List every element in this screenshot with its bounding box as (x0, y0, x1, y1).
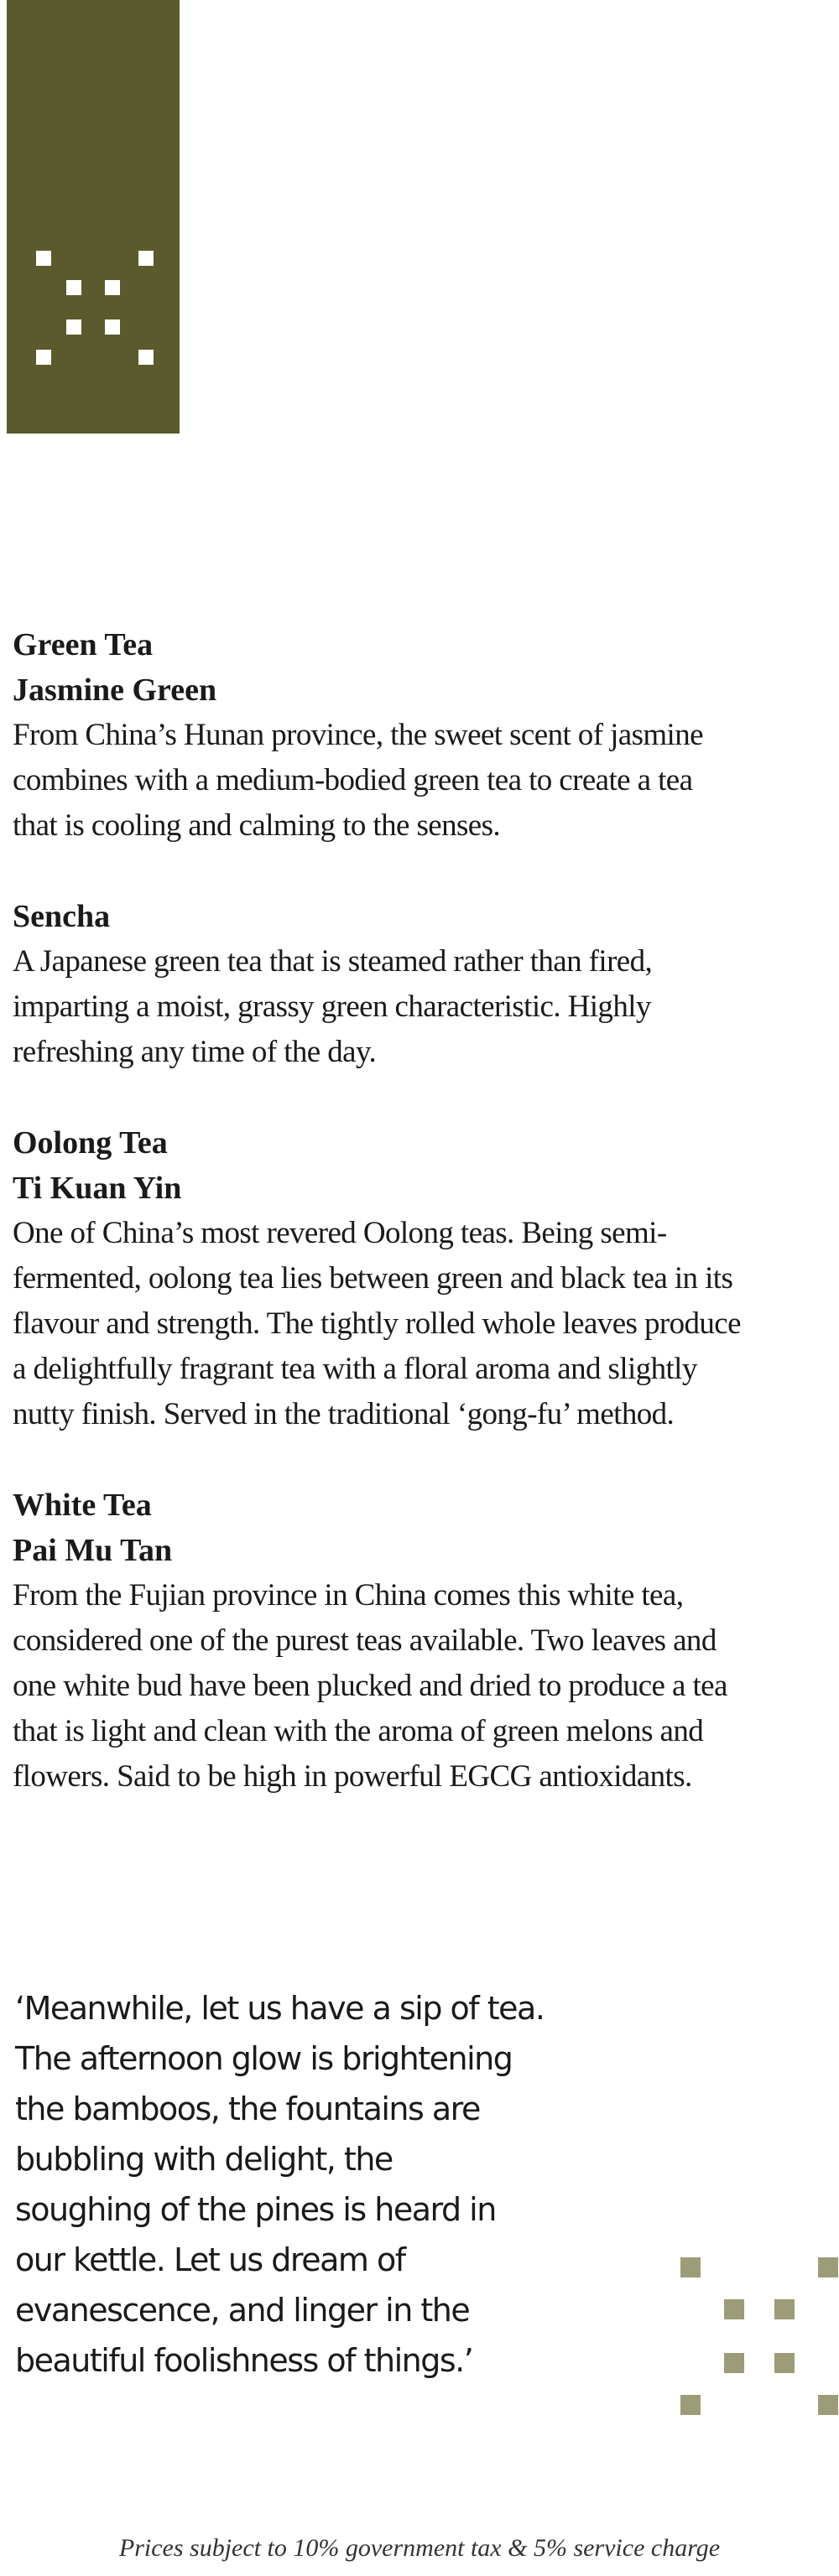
motif-square (724, 2299, 744, 2319)
tea-quote (15, 1983, 545, 2386)
category-title: Oolong Tea (13, 1125, 168, 1161)
price-note: Prices subject to 10% government tax & 5% service charge (118, 2534, 721, 2562)
quote-line: our kettle. Let us dream of (15, 2241, 405, 2278)
quote-line: soughing of the pines is heard in (15, 2191, 496, 2228)
motif-square (66, 280, 81, 295)
motif-square (680, 2395, 701, 2415)
tea-description-line: that is cooling and calming to the senses. (13, 808, 501, 843)
motif-square (138, 251, 154, 266)
section-white-tea (13, 1483, 818, 1800)
tea-description-line: refreshing any time of the day. (13, 1035, 377, 1069)
quote-line: beautiful foolishness of things.’ (15, 2342, 473, 2379)
tea-description-line: considered one of the purest teas available. Two leaves and (13, 1623, 717, 1658)
motif-square (724, 2353, 744, 2373)
motif-square (818, 2395, 838, 2415)
motif-square (36, 350, 51, 365)
tea-description-line: a delightfully fragrant tea with a floral aroma and slightly (13, 1352, 697, 1386)
tea-description-line: imparting a moist, grassy green characteristic. Highly (13, 989, 651, 1024)
quote-line: the bamboos, the fountains are (15, 2090, 480, 2127)
motif-square (105, 280, 120, 295)
motif-square (774, 2353, 795, 2373)
motif-square (36, 251, 51, 266)
quote-line: bubbling with delight, the (15, 2141, 393, 2178)
category-title: Green Tea (13, 627, 154, 662)
tea-description-line: From the Fujian province in China comes this white tea, (13, 1578, 684, 1613)
motif-square (105, 319, 120, 335)
tea-description-line: flavour and strength. The tightly rolled whole leaves produce (13, 1306, 741, 1341)
quote-line: The afternoon glow is brightening (15, 2040, 513, 2077)
tea-description-line: one white bud have been plucked and dried to produce a tea (13, 1669, 727, 1703)
category-title: White Tea (13, 1488, 152, 1523)
motif-square (138, 350, 154, 365)
motif-square (818, 2257, 838, 2277)
tea-description-line: fermented, oolong tea lies between green and black tea in its (13, 1261, 733, 1296)
tea-name: Sencha (13, 899, 111, 934)
tea-description-line: nutty finish. Served in the traditional ‘gong-fu’ method. (13, 1397, 675, 1431)
motif-square (680, 2257, 701, 2277)
tea-name: Ti Kuan Yin (13, 1171, 182, 1206)
tea-description-line: flowers. Said to be high in powerful EGCG antioxidants. (13, 1759, 692, 1794)
tea-description-line: A Japanese green tea that is steamed rather than fired, (13, 944, 653, 979)
quote-line: ‘Meanwhile, let us have a sip of tea. (15, 1990, 545, 2027)
section-green-tea (13, 622, 818, 1075)
motif-square (66, 319, 81, 335)
tea-name: Pai Mu Tan (13, 1533, 173, 1568)
tea-description-line: From China’s Hunan province, the sweet scent of jasmine (13, 718, 703, 752)
brand-block (7, 0, 180, 434)
tea-description-line: combines with a medium-bodied green tea to create a tea (13, 763, 693, 797)
section-oolong-tea (13, 1120, 818, 1437)
tea-menu (13, 622, 818, 1800)
quote-line: evanescence, and linger in the (15, 2292, 470, 2329)
tea-description-line: One of China’s most revered Oolong teas. Being semi- (13, 1216, 667, 1250)
tea-name: Jasmine Green (13, 673, 217, 708)
tea-description-line: that is light and clean with the aroma of green melons and (13, 1714, 704, 1748)
motif-square (774, 2299, 795, 2319)
